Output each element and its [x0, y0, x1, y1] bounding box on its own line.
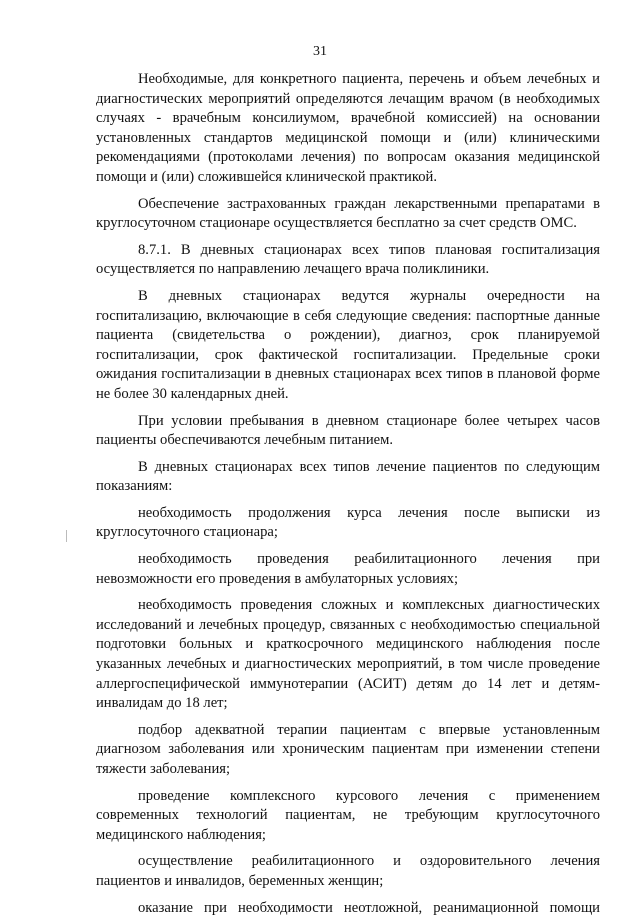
- list-item-wellness: осуществление реабилитационного и оздоровительного лечения пациентов и инвалидов, беременных женщин;: [96, 853, 600, 889]
- list-item-rehabilitation: необходимость проведения реабилитационного лечения при невозможности его проведения в амбулаторных условиях;: [96, 551, 600, 587]
- paragraph-waiting-list: В дневных стационарах ведутся журналы очередности на госпитализацию, включающие в себя следующие сведения: паспортные данные пациента (свидетельства о рождении), диагноз, срок планируемой госпитализации, срок фактической госпитализации. Предельные сроки ожидания госпитализации в дневных стационарах всех типов в плановой форме не более 30 календарных дней.: [96, 287, 600, 402]
- paragraph-meals: При условии пребывания в дневном стационаре более четырех часов пациенты обеспечиваются лечебным питанием.: [96, 412, 600, 449]
- page-number: 31: [313, 44, 327, 59]
- paragraph-day-hospital-admission: 8.7.1. В дневных стационарах всех типов плановая госпитализация осуществляется по направлению лечащего врача поликлиники.: [96, 241, 600, 278]
- margin-mark: [66, 530, 67, 542]
- paragraph-treatment-scope: Необходимые, для конкретного пациента, перечень и объем лечебных и диагностических мероприятий определяются лечащим врачом (в необходимых случаях - врачебным консилиумом, врачебной комиссией) на основании установленных стандартов медицинской помощи и (или) клиническими рекомендациями (протоколами лечения) по вопросам оказания медицинской помощи и (или) сложившейся клинической практикой.: [96, 71, 600, 185]
- list-item-therapy-selection: подбор адекватной терапии пациентам с впервые установленным диагнозом заболевания или хроническим пациентам при изменении степени тяжести заболевания;: [96, 721, 600, 777]
- document-body: [96, 70, 600, 918]
- paragraph-drug-supply: Обеспечение застрахованных граждан лекарственными препаратами в круглосуточном стационаре осуществляется бесплатно за счет средств ОМС.: [96, 195, 600, 232]
- paragraph-indications-intro: В дневных стационарах всех типов лечение пациентов по следующим показаниям:: [96, 458, 600, 495]
- list-item-complex-treatment: проведение комплексного курсового лечения с применением современных технологий пациентам, не требующим круглосуточного медицинского наблюдения;: [96, 787, 600, 843]
- list-item-continuation: необходимость продолжения курса лечения после выписки из круглосуточного стационара;: [96, 504, 600, 541]
- list-item-diagnostics: необходимость проведения сложных и комплексных диагностических исследований и лечебных процедур, связанных с необходимостью специальной подготовки больных и краткосрочного медицинского наблюдения после указанных лечебных и диагностических мероприятий, в том числе проведение аллергоспецифической иммунотерапии (АСИТ) детям до 14 лет и детям-инвалидам до 18 лет;: [96, 597, 600, 712]
- list-item-emergency-care: оказание при необходимости неотложной, реанимационной помощи: [138, 899, 600, 916]
